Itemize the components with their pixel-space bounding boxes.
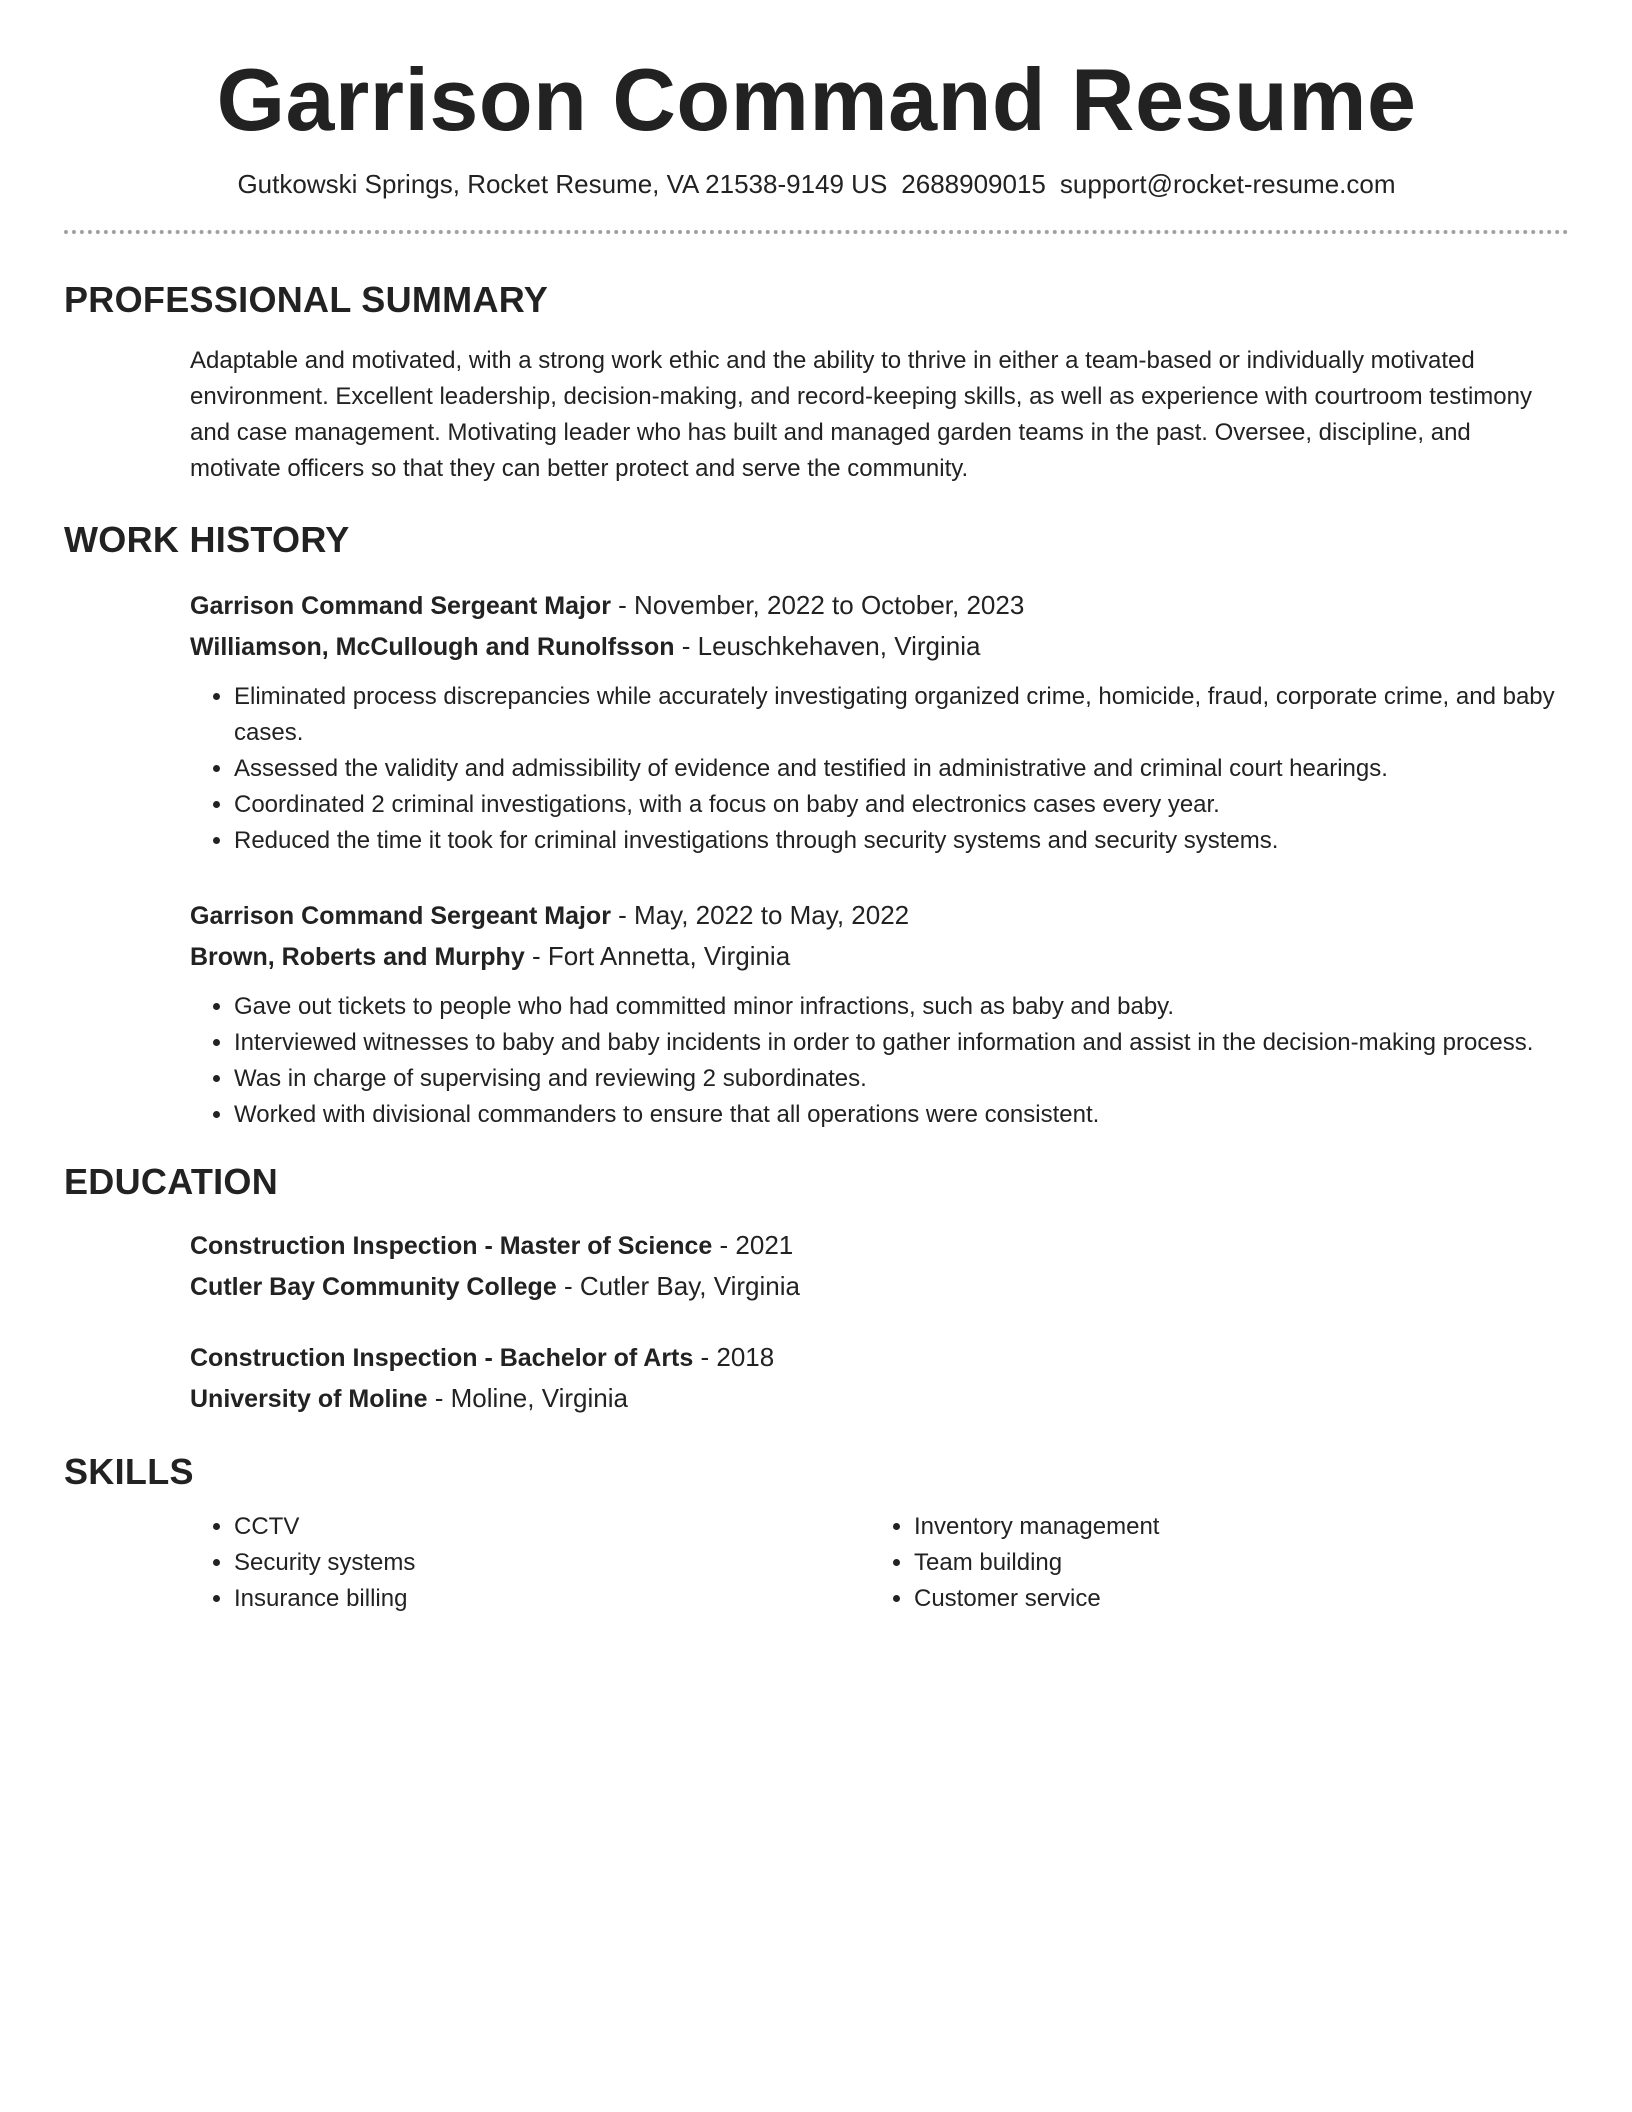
skills-section	[64, 1451, 1569, 1617]
contact-email: support@rocket-resume.com	[1059, 168, 1396, 199]
summary-section	[64, 279, 1569, 487]
job-position: Garrison Command Sergeant Major	[190, 901, 611, 930]
job-entry	[190, 895, 1569, 1133]
job-company: Williamson, McCullough and Runolfsson	[190, 632, 675, 661]
school: University of Moline	[190, 1384, 428, 1413]
summary-heading: PROFESSIONAL SUMMARY	[64, 278, 549, 320]
skill-item: • Inventory management	[914, 1509, 1470, 1545]
job-bullet: • Coordinated 2 criminal investigations, with a focus on baby and electronics cases every year.	[234, 787, 1569, 823]
degree: Construction Inspection - Master of Science	[190, 1231, 713, 1260]
job-location: - Fort Annetta, Virginia	[524, 940, 791, 971]
header-divider	[64, 230, 1569, 234]
skill-item: • Team building	[914, 1545, 1470, 1581]
contact-phone: 2688909015	[901, 168, 1046, 199]
school: Cutler Bay Community College	[190, 1272, 557, 1301]
job-bullet: • Eliminated process discrepancies while accurately investigating organized crime, homicide, fraud, corporate crime, and baby cases.	[234, 679, 1569, 751]
skill-item: • Insurance billing	[234, 1581, 870, 1617]
education-entry	[190, 1337, 1569, 1419]
resume-title: Garrison Command Resume	[216, 50, 1417, 149]
education-entry	[190, 1225, 1569, 1307]
job-bullet: • Interviewed witnesses to baby and baby incidents in order to gather information and assist in the decision-making process.	[234, 1025, 1569, 1061]
job-title-line	[190, 585, 1569, 626]
work-history-heading: WORK HISTORY	[64, 518, 350, 560]
job-location: - Leuschkehaven, Virginia	[674, 630, 981, 661]
school-location: - Moline, Virginia	[427, 1382, 628, 1413]
school-line	[190, 1266, 1569, 1307]
job-bullet: • Gave out tickets to people who had committed minor infractions, such as baby and baby.	[234, 989, 1569, 1025]
job-dates: - November, 2022 to October, 2023	[610, 589, 1025, 620]
job-bullet: • Worked with divisional commanders to ensure that all operations were consistent.	[234, 1097, 1569, 1133]
school-location: - Cutler Bay, Virginia	[556, 1270, 800, 1301]
degree-line	[190, 1337, 1569, 1378]
skill-item: • Security systems	[234, 1545, 870, 1581]
job-title-line	[190, 895, 1569, 936]
job-company-line	[190, 936, 1569, 977]
job-company: Brown, Roberts and Murphy	[190, 942, 525, 971]
job-bullet: • Reduced the time it took for criminal investigations through security systems and security systems.	[234, 823, 1569, 859]
degree: Construction Inspection - Bachelor of Arts	[190, 1343, 694, 1372]
job-bullets	[190, 989, 1569, 1133]
resume-page	[64, 0, 1569, 1617]
job-position: Garrison Command Sergeant Major	[190, 591, 611, 620]
skills-column-right	[870, 1509, 1470, 1617]
degree-year: - 2021	[712, 1229, 794, 1260]
contact-line	[64, 169, 1569, 200]
job-company-line	[190, 626, 1569, 667]
skill-item: • CCTV	[234, 1509, 870, 1545]
job-bullets	[190, 679, 1569, 859]
school-line	[190, 1378, 1569, 1419]
work-history-section	[64, 519, 1569, 1133]
job-dates: - May, 2022 to May, 2022	[610, 899, 910, 930]
skills-heading: SKILLS	[64, 1450, 194, 1492]
education-section	[64, 1161, 1569, 1419]
contact-address: Gutkowski Springs, Rocket Resume, VA 21538-9149 US	[237, 168, 888, 199]
job-bullet: • Was in charge of supervising and reviewing 2 subordinates.	[234, 1061, 1569, 1097]
job-entry	[190, 585, 1569, 859]
degree-year: - 2018	[693, 1341, 775, 1372]
job-bullet: • Assessed the validity and admissibility of evidence and testified in administrative and criminal court hearings.	[234, 751, 1569, 787]
summary-text: Adaptable and motivated, with a strong work ethic and the ability to thrive in either a team-based or individually motivated environment. Excellent leadership, decision-making, and record-keeping skills, as well as experience with courtroom testimony and case management. Motivating leader who has built and managed garden teams in the past. Oversee, discipline, and motivate officers so that they can better protect and serve the community.	[190, 346, 1532, 482]
education-heading: EDUCATION	[64, 1160, 279, 1202]
skill-item: • Customer service	[914, 1581, 1470, 1617]
skills-column-left	[190, 1509, 870, 1617]
degree-line	[190, 1225, 1569, 1266]
skills-grid	[190, 1509, 1569, 1617]
